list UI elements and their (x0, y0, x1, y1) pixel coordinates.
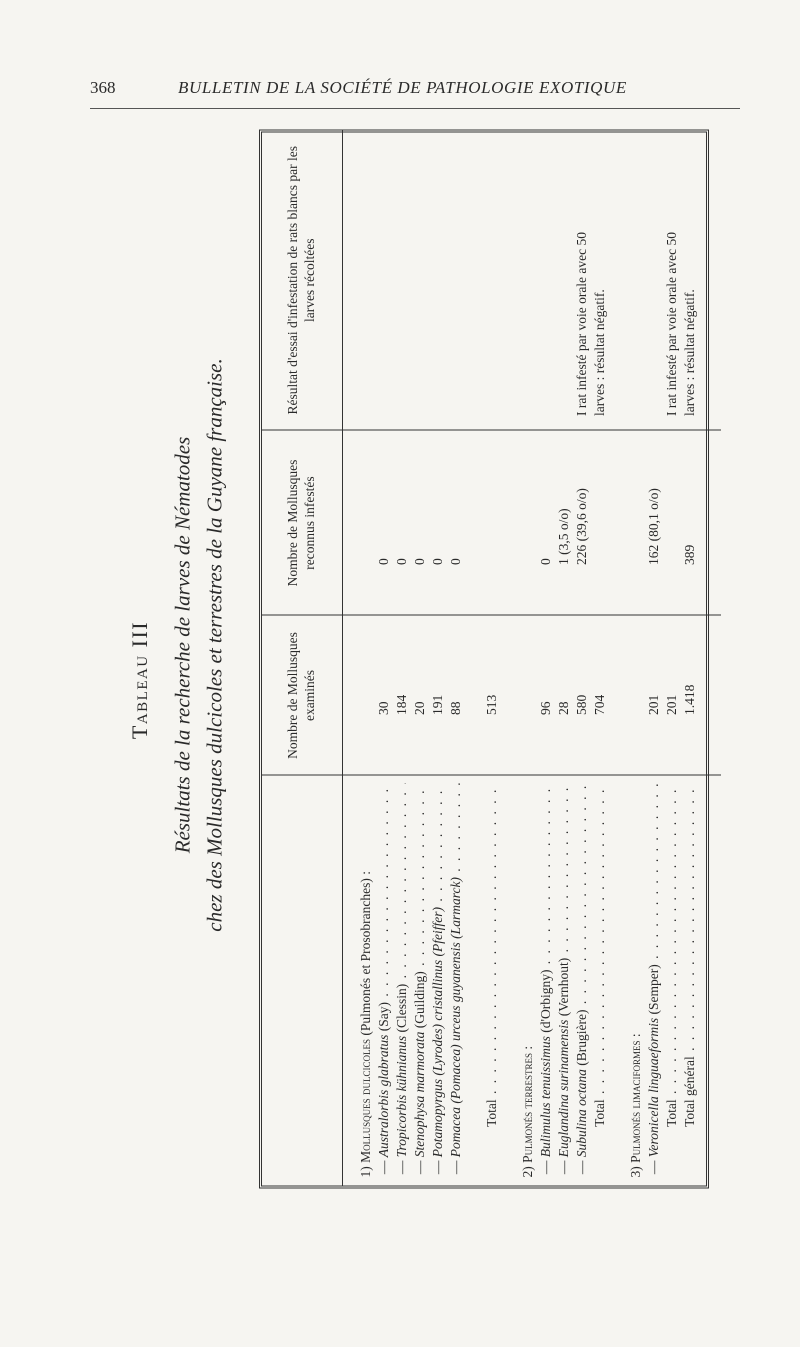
col-header-result: Résultat d'essai d'infestation de rats blancs par les larves récoltées (262, 130, 342, 430)
examined-column (342, 615, 721, 775)
group-heading: 1) Mollusques dulcicoles (Pulmonés et Prosobranches) : (357, 870, 373, 1177)
examined-value: 30 (375, 701, 391, 715)
table-title-line1: Résultats de la recherche de larves de Nématodes (170, 436, 195, 854)
table-container (255, 125, 713, 1192)
grand-total-label: Total général . . . (681, 784, 699, 1178)
infested-value: 162 (80,1 o/o) (645, 487, 661, 565)
col-header-examined: Nombre de Mollusques examinés (262, 615, 342, 775)
examined-value: 88 (447, 701, 463, 715)
species-row: — Potamopyrgus (Lyrodes) cristallinus (Pfeiffer) . . . (429, 784, 447, 1178)
group-total-value: 704 (591, 624, 609, 715)
infested-column (342, 430, 721, 615)
group-heading: 2) Pulmonés terrestres : (519, 1045, 535, 1177)
results-table (259, 129, 709, 1188)
species-column (342, 775, 721, 1185)
group-total-label: Total . . . (591, 784, 609, 1178)
table-label: Tableau III (127, 620, 152, 740)
infested-value: 0 (537, 557, 553, 565)
result-text: I rat infesté par voie orale avec 50 larves : résultat négatif. (663, 231, 697, 416)
infested-value: 0 (393, 557, 409, 565)
infested-value: 0 (411, 557, 427, 565)
species-row: — Australorbis glabratus (Say) . . . (375, 784, 393, 1178)
result-column (342, 130, 721, 430)
infested-value: 226 (39,6 o/o) (573, 487, 589, 565)
group-total-value: 513 (483, 624, 501, 715)
infested-value: 0 (375, 557, 391, 565)
page-number: 368 (90, 78, 116, 97)
col-header-infested: Nombre de Mollusques reconnus infestés (262, 430, 342, 615)
group-total-label: Total . . . (663, 784, 681, 1178)
species-row: — Stenophysa marmorata (Guilding) . . . (411, 784, 429, 1178)
infested-value: 1 (3,5 o/o) (555, 507, 571, 565)
examined-value: 184 (393, 694, 409, 715)
infested-value: 0 (429, 557, 445, 565)
col-header-species (262, 775, 342, 1185)
examined-value: 201 (645, 694, 661, 715)
group-total-label: Total . . . (483, 784, 501, 1178)
species-row: — Veronicella linguaeformis (Semper) . . . (645, 784, 663, 1178)
species-row: — Bulimulus tenuissimus (d'Orbigny) . . . (537, 784, 555, 1178)
species-row: — Pomacea (Pomacea) urceus guyanensis (Larmarck) . . . (447, 784, 465, 1178)
running-title: BULLETIN DE LA SOCIÉTÉ DE PATHOLOGIE EXOTIQUE (178, 78, 627, 97)
grand-total-infested: 389 (681, 439, 699, 565)
species-row: — Euglandina surinamensis (Vernhout) . . . (555, 784, 573, 1178)
species-row: — Subulina octana (Brugière) . . . (573, 784, 591, 1178)
examined-value: 191 (429, 694, 445, 715)
examined-value: 96 (537, 701, 553, 715)
result-text: I rat infesté par voie orale avec 50 larves : résultat négatif. (573, 231, 607, 416)
examined-value: 28 (555, 701, 571, 715)
group-total-value: 201 (663, 624, 681, 715)
grand-total-examined: 1.418 (681, 624, 699, 715)
group-heading: 3) Pulmonés limaciformes : (627, 1032, 643, 1177)
table-title-line2: chez des Mollusques dulcicoles et terrestres de la Guyane française. (202, 358, 227, 932)
examined-value: 20 (411, 701, 427, 715)
examined-value: 580 (573, 694, 589, 715)
species-row: — Tropicorbis kühnianus (Clessin) . . . (393, 784, 411, 1178)
infested-value: 0 (447, 557, 463, 565)
